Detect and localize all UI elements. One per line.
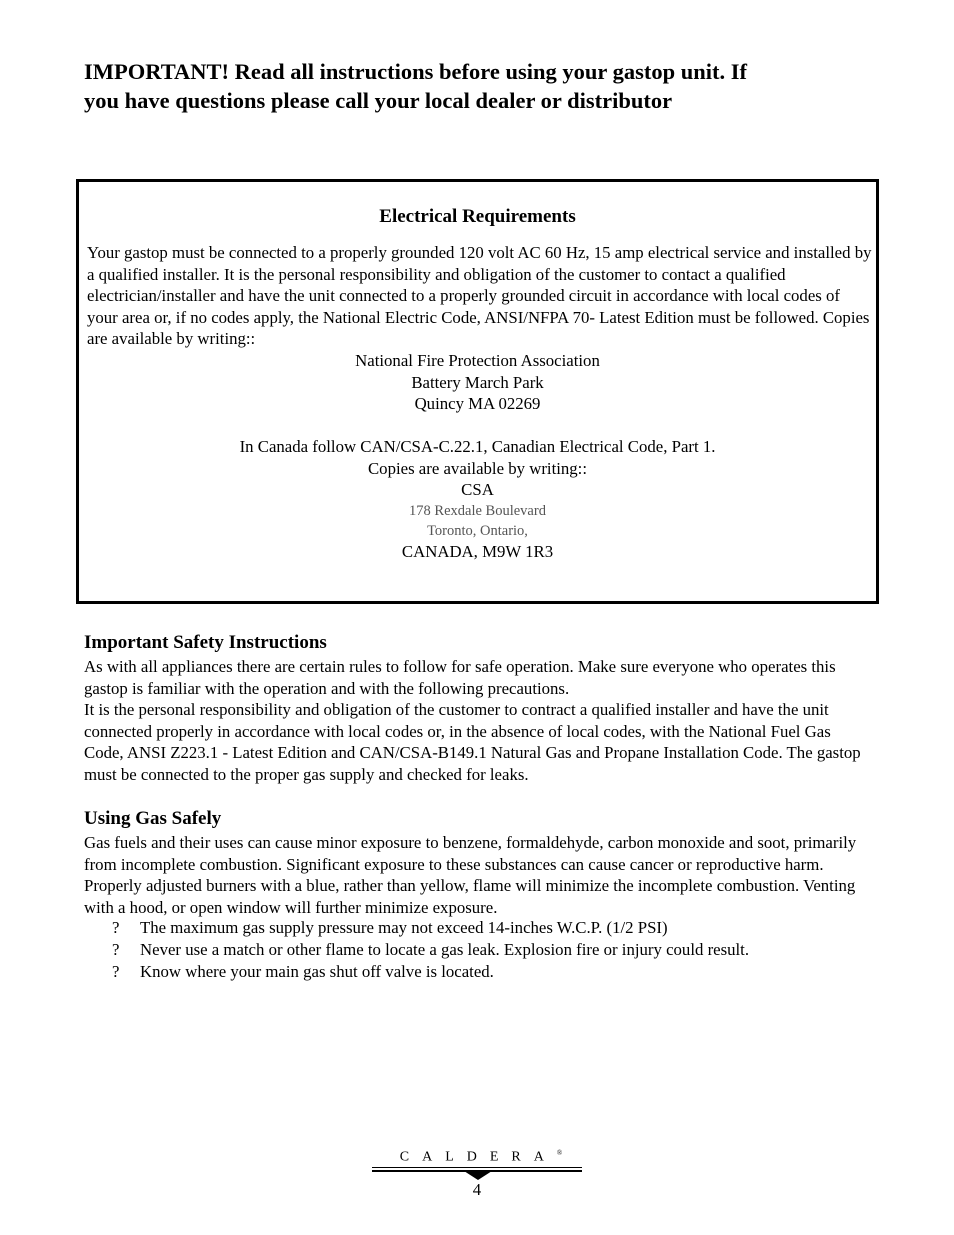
canada-org: CSA — [461, 480, 494, 499]
list-item-text: The maximum gas supply pressure may not exceed 14-inches W.C.P. (1/2 PSI) — [140, 918, 668, 937]
safety-instructions-title: Important Safety Instructions — [84, 632, 327, 653]
us-address-line: Quincy MA 02269 — [414, 394, 541, 413]
heading-line-1: IMPORTANT! Read all instructions before using your gastop unit. If — [84, 59, 748, 84]
caldera-logo — [372, 1145, 582, 1180]
canada-country: CANADA, M9W 1R3 — [401, 541, 554, 561]
gas-safety-list — [112, 917, 749, 983]
us-address-line: Battery March Park — [411, 372, 544, 392]
page-number: 4 — [472, 1180, 482, 1199]
us-address-block — [79, 350, 876, 415]
list-item-text: Never use a match or other flame to locate a gas leak. Explosion fire or injury could result. — [140, 940, 750, 959]
electrical-requirements-box — [76, 179, 879, 604]
safety-paragraph-2: It is the personal responsibility and obligation of the customer to contract a qualified installer and have the unit connected properly in accordance with local codes or, in the absence of local codes, with the National Fuel Gas Code, ANSI Z223.1 - Latest Edition and CAN/CSA-B149.1 Natural Gas and Propane Installation Code. The gastop must be connected to the proper gas supply and checked for leaks. — [84, 700, 861, 784]
canada-city: Toronto, Ontario, — [427, 522, 528, 539]
logo-triangle-icon — [464, 1171, 492, 1180]
registered-mark: ® — [556, 1149, 563, 1157]
bullet-mark: ? — [112, 962, 120, 981]
canada-code-line: In Canada follow CAN/CSA-C.22.1, Canadian Electrical Code, Part 1. — [239, 437, 716, 456]
bullet-mark: ? — [112, 918, 120, 937]
canada-address-block — [79, 436, 876, 562]
us-address-line: National Fire Protection Association — [355, 351, 600, 370]
page-heading — [84, 57, 884, 115]
list-item — [112, 939, 749, 961]
safety-paragraph-1: As with all appliances there are certain rules to follow for safe operation. Make sure everyone who operates this gastop is familiar with the operation and with the following precautions. — [84, 657, 836, 698]
bullet-mark: ? — [112, 940, 120, 959]
electrical-requirements-body: Your gastop must be connected to a properly grounded 120 volt AC 60 Hz, 15 amp electrical service and installed by a qualified installer. It is the personal responsibility and obligation of the customer to contact a qualified electrician/installer and have the unit connected to a properly grounded circuit in accordance with local codes of your area or, if no codes apply, the National Electric Code, ANSI/NFPA 70- Latest Edition must be followed. Copies are available by writing:: — [87, 243, 872, 348]
list-item — [112, 917, 749, 939]
using-gas-safely-title: Using Gas Safely — [84, 808, 222, 829]
logo-rule-icon — [372, 1166, 582, 1180]
canada-street: 178 Rexdale Boulevard — [409, 502, 546, 519]
list-item — [112, 961, 749, 983]
logo-wordmark: CALDERA — [399, 1149, 557, 1165]
using-gas-safely-paragraph: Gas fuels and their uses can cause minor exposure to benzene, formaldehyde, carbon monoxide and soot, primarily from incomplete combustion. Significant exposure to these substances can cause cancer or reproductive harm. Properly adjusted burners with a blue, rather than yellow, flame will minimize the incomplete combustion. Venting with a hood, or open window will further minimize exposure. — [84, 833, 857, 917]
list-item-text: Know where your main gas shut off valve is located. — [140, 962, 494, 981]
canada-copies-line: Copies are available by writing:: — [367, 458, 588, 478]
heading-line-2: you have questions please call your local dealer or distributor — [84, 88, 673, 113]
electrical-requirements-title: Electrical Requirements — [379, 206, 576, 227]
